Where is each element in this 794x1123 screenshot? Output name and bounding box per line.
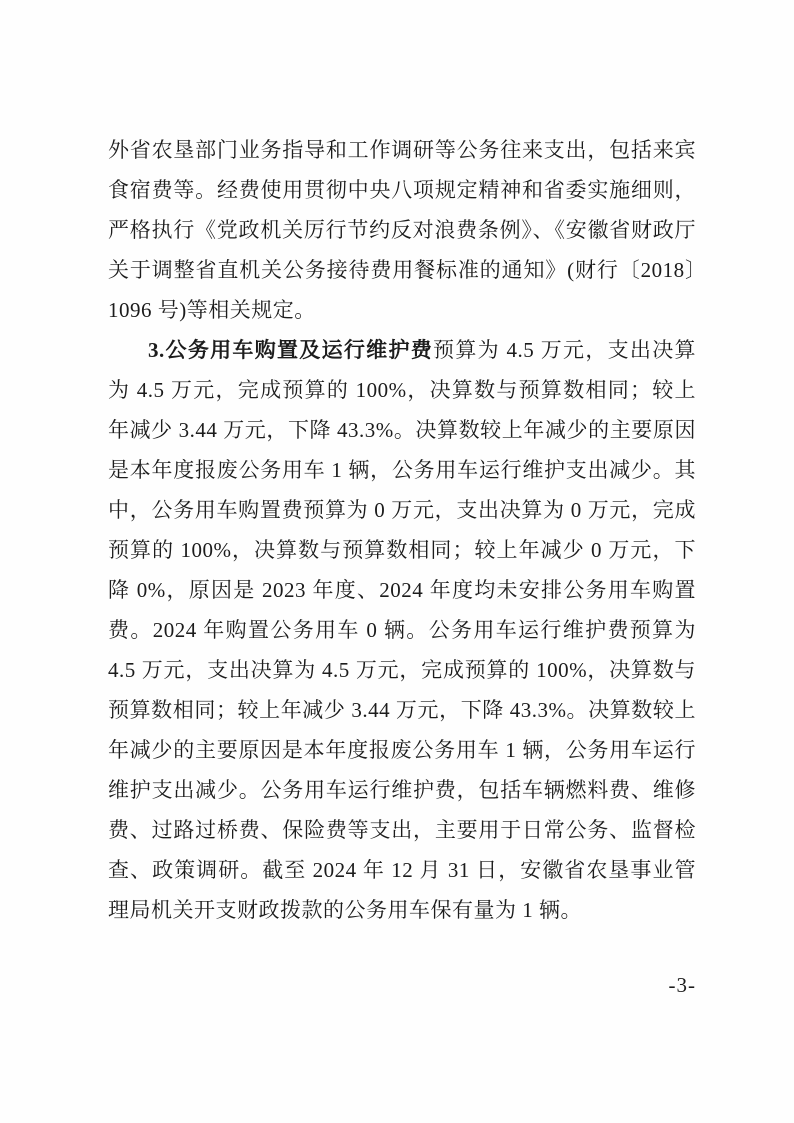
paragraph-vehicle-expenses xyxy=(108,330,696,930)
paragraph-bold-lead: 3.公务用车购置及运行维护费 xyxy=(148,338,434,362)
paragraph-regulations: 外省农垦部门业务指导和工作调研等公务往来支出，包括来宾食宿费等。经费使用贯彻中央八项规定精神和省委实施细则，严格执行《党政机关厉行节约反对浪费条例》、《安徽省财政厅关于调整省直机关公务接待费用餐标准的通知》(财行〔2018〕1096 号)等相关规定。 xyxy=(108,138,696,322)
page-footer xyxy=(0,970,696,1000)
page-number: -3- xyxy=(668,973,696,997)
paragraph-body-text: 预算为 4.5 万元，支出决算为 4.5 万元，完成预算的 100%，决算数与预算数相同；较上年减少 3.44 万元，下降 43.3%。决算数较上年减少的主要原因是本年度报废公务用车 1 辆，公务用车运行维护支出减少。其中，公务用车购置费预算为 0 万元，支出决算为 0 万元，完成预算的 100%，决算数与预算数相同；较上年减少 0 万元，下降 0%，原因是 2023 年度、2024 年度均未安排公务用车购置费。2024 年购置公务用车 0 辆。公务用车运行维护费预算为 4.5 万元，支出决算为 4.5 万元，完成预算的 100%，决算数与预算数相同；较上年减少 3.44 万元，下降 43.3%。决算数较上年减少的主要原因是本年度报废公务用车 1 辆，公务用车运行维护支出减少。公务用车运行维护费，包括车辆燃料费、维修费、过路过桥费、保险费等支出，主要用于日常公务、监督检查、政策调研。截至 2024 年 12 月 31 日，安徽省农垦事业管理局机关开支财政拨款的公务用车保有量为 1 辆。 xyxy=(108,338,697,922)
document-body xyxy=(108,130,696,930)
